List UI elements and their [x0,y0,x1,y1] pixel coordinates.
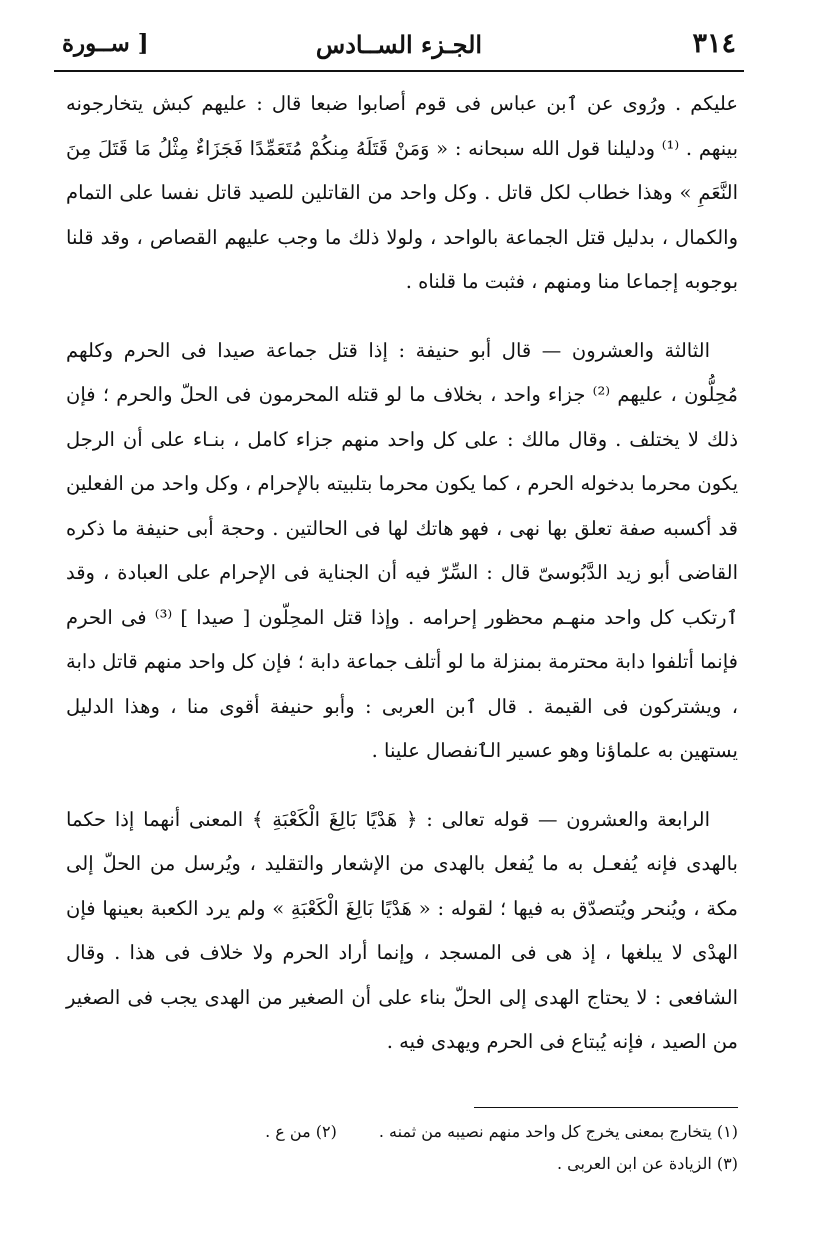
body-text [66,82,738,1065]
paragraph-1: عليكم . ورُوى عن ٱبن عباس فى قوم أصابوا ضبعا قال : عليهم كبش يتخارجونه بينهم . ⁽¹⁾ ودليلنا قول الله سبحانه : « وَمَنْ قَتَلَهُ مِنكُمْ مُتَعَمِّدًا فَجَزَاءٌ مِثْلُ مَا قَتَلَ مِنَ النَّعَمِ » وهذا خطاب لكل قاتل . وكل واحد من القاتلين للصيد قاتل نفسا على التمام والكمال ، بدليل قتل الجماعة بالواحد ، ولولا ذلك ما وجب عليهم القصاص ، وقد قلنا بوجوبه إجماعا منا ومنهم ، فثبت ما قلناه . [66,92,738,293]
surah-label: [ ســورة [62,30,149,57]
footnote-rule [474,1107,738,1108]
footnotes [230,1116,738,1180]
footnote-1: (١) يتخارج بمعنى يخرج كل واحد منهم نصيبه من ثمنه . [378,1122,738,1141]
page-number: ٣١٤ [692,28,736,59]
paragraph-2: الثالثة والعشرون — قال أبو حنيفة : إذا قتل جماعة صيدا فى الحرم وكلهم مُحِلُّون ، عليهم ⁽²⁾ جزاء واحد ، بخلاف ما لو قتله المحرمون فى الحلّ والحرم ؛ فإن ذلك لا يختلف . وقال مالك : على كل واحد منهم جزاء كامل ، بنـاء على أن الرجل يكون محرما بدخوله الحرم ، كما يكون محرما بتلبيته بالإحرام ، وكل واحد من الفعلين قد أكسبه صفة تعلق بها نهى ، فهو هاتك لها فى الحالتين . وحجة أبى حنيفة ما ذكره القاضى أبو زيد الدَّبُوسىّ قال : السِّرّ فيه أن الجناية فى الإحرام على العبادة ، وقد ٱرتكب كل واحد منهـم محظور إحرامه . وإذا قتل المحِلّون [ صيدا ] ⁽³⁾ فى الحرم فإنما أتلفوا دابة محترمة بمنزلة ما لو أتلف جماعة دابة ؛ فإن كل واحد منهم قاتل دابة ، ويشتركون فى القيمة . قال ٱبن العربى : وأبو حنيفة أقوى منا ، وهذا الدليل يستهين به علماؤنا وهو عسير الٱنفصال علينا . [66,338,739,762]
header-rule [54,70,744,72]
running-title: الجـزء الســادس [315,30,483,59]
paragraph-3: الرابعة والعشرون — قوله تعالى : ﴿ هَدْيًا بَالِغَ الْكَعْبَةِ ﴾ المعنى أنهما إذا حكما بالهدى فإنه يُفعـل به ما يُفعل بالهدى من الإشعار والتقليد ، ويُرسل من الحلّ إلى مكة ، ويُنحر ويُتصدّق به فيها ؛ لقوله : « هَدْيًا بَالِغَ الْكَعْبَةِ » ولم يرد الكعبة بعينها فإن الهدْى لا يبلغها ، إذ هى فى المسجد ، وإنما أراد الحرم ولا خلاف فى هذا . وقال الشافعى : لا يحتاج الهدى إلى الحلّ بناء على أن الصغير من الهدى يجب فى الصغير من الصيد ، فإنه يُبتاع فى الحرم ويهدى فيه . [66,807,738,1053]
footnote-line-2 [230,1148,738,1180]
footnote-3: (٣) الزيادة عن ابن العربى . [556,1154,738,1173]
footnote-line-1 [230,1116,738,1148]
footnote-2: (٢) من ع . [265,1122,337,1141]
page-header [54,26,744,66]
